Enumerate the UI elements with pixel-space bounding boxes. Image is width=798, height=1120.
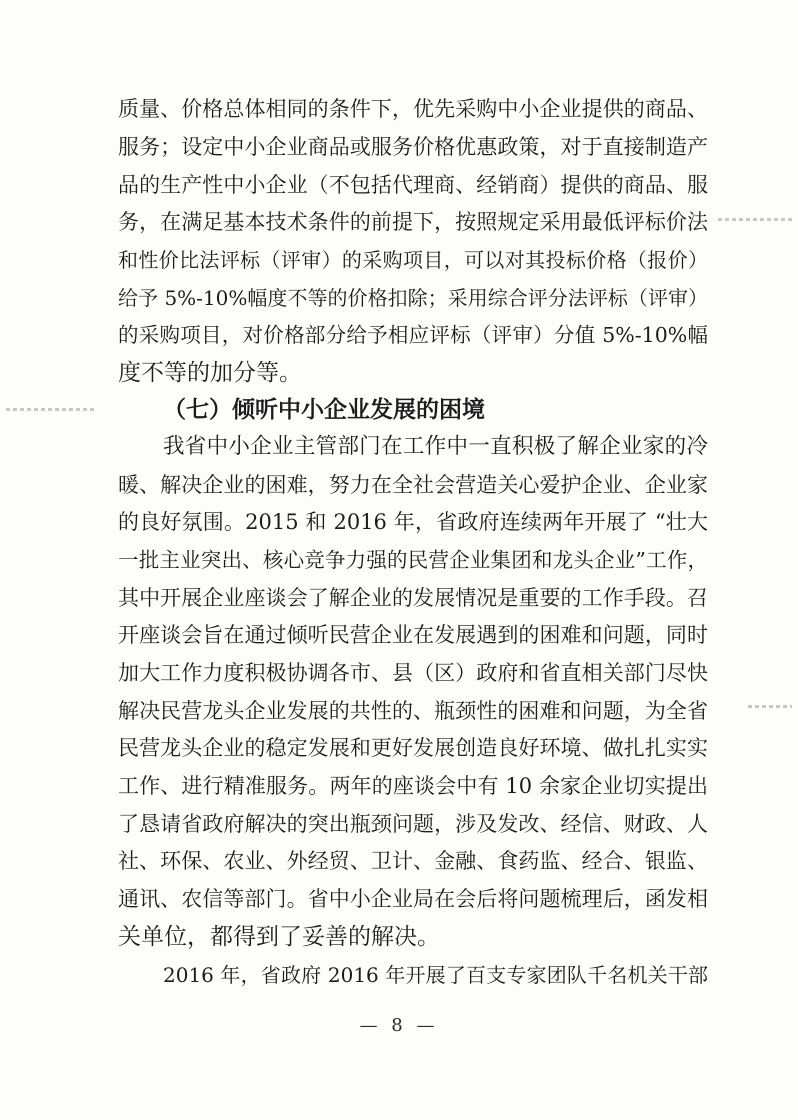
paragraph-2-line-5: 其中开展企业座谈会了解企业的发展情况是重要的工作手段。召 (118, 586, 708, 610)
paragraph-1-line-4: 务，在满足基本技术条件的前提下，按照规定采用最低评标价法 (118, 210, 708, 234)
paragraph-2-line-11: 了恳请省政府解决的突出瓶颈问题，涉及发改、经信、财政、人 (118, 812, 708, 836)
paragraph-2-line-1: 我省中小企业主管部门在工作中一直积极了解企业家的冷 (163, 434, 708, 459)
paragraph-1-line-2: 服务；设定中小企业商品或服务价格优惠政策，对于直接制造产 (118, 135, 708, 159)
paragraph-2-line-8: 解决民营龙头企业发展的共性的、瓶颈性的困难和问题，为全省 (118, 699, 708, 723)
scan-artifact-left (6, 408, 94, 411)
paragraph-1-line-1: 质量、价格总体相同的条件下，优先采购中小企业提供的商品、 (118, 97, 708, 121)
paragraph-1-line-7: 的采购项目，对价格部分给予相应评标（评审）分值 5%-10%幅 (118, 323, 708, 347)
paragraph-1-line-8: 度不等的加分等。 (118, 360, 302, 386)
paragraph-2-line-9: 民营龙头企业的稳定发展和更好发展创造良好环境、做扎扎实实 (118, 736, 708, 760)
paragraph-2-line-14: 关单位，都得到了妥善的解决。 (118, 924, 440, 950)
paragraph-1-line-3: 品的生产性中小企业（不包括代理商、经销商）提供的商品、服 (118, 173, 708, 197)
scan-artifact-right (718, 218, 794, 221)
paragraph-3-line-1: 2016 年，省政府 2016 年开展了百支专家团队千名机关干部 (163, 963, 708, 987)
paragraph-1-line-6: 给予 5%-10%幅度不等的价格扣除；采用综合评分法评标（评审） (118, 286, 708, 310)
scan-artifact-right-lower (748, 705, 792, 708)
paragraph-2-line-12: 社、环保、农业、外经贸、卫计、金融、食药监、经合、银监、 (118, 849, 708, 873)
paragraph-2-line-6: 开座谈会旨在通过倾听民营企业在发展遇到的困难和问题，同时 (118, 623, 708, 647)
paragraph-2-line-7: 加大工作力度积极协调各市、县（区）政府和省直相关部门尽快 (118, 661, 708, 685)
paragraph-2-line-10: 工作、进行精准服务。两年的座谈会中有 10 余家企业切实提出 (118, 774, 708, 798)
paragraph-2-line-13: 通讯、农信等部门。省中小企业局在会后将问题梳理后，函发相 (118, 887, 708, 911)
section-heading: （七）倾听中小企业发展的困境 (163, 397, 485, 423)
paragraph-2-line-4: 一批主业突出、核心竞争力强的民营企业集团和龙头企业”工作， (118, 548, 708, 572)
paragraph-1-line-5: 和性价比法评标（评审）的采购项目，可以对其投标价格（报价） (118, 248, 708, 272)
paragraph-2-line-3: 的良好氛围。2015 和 2016 年，省政府连续两年开展了 “壮大 (118, 510, 708, 534)
paragraph-2-line-2: 暖、解决企业的困难，努力在全社会营造关心爱护企业、企业家 (118, 473, 708, 497)
page-number: — 8 — (359, 1015, 439, 1036)
